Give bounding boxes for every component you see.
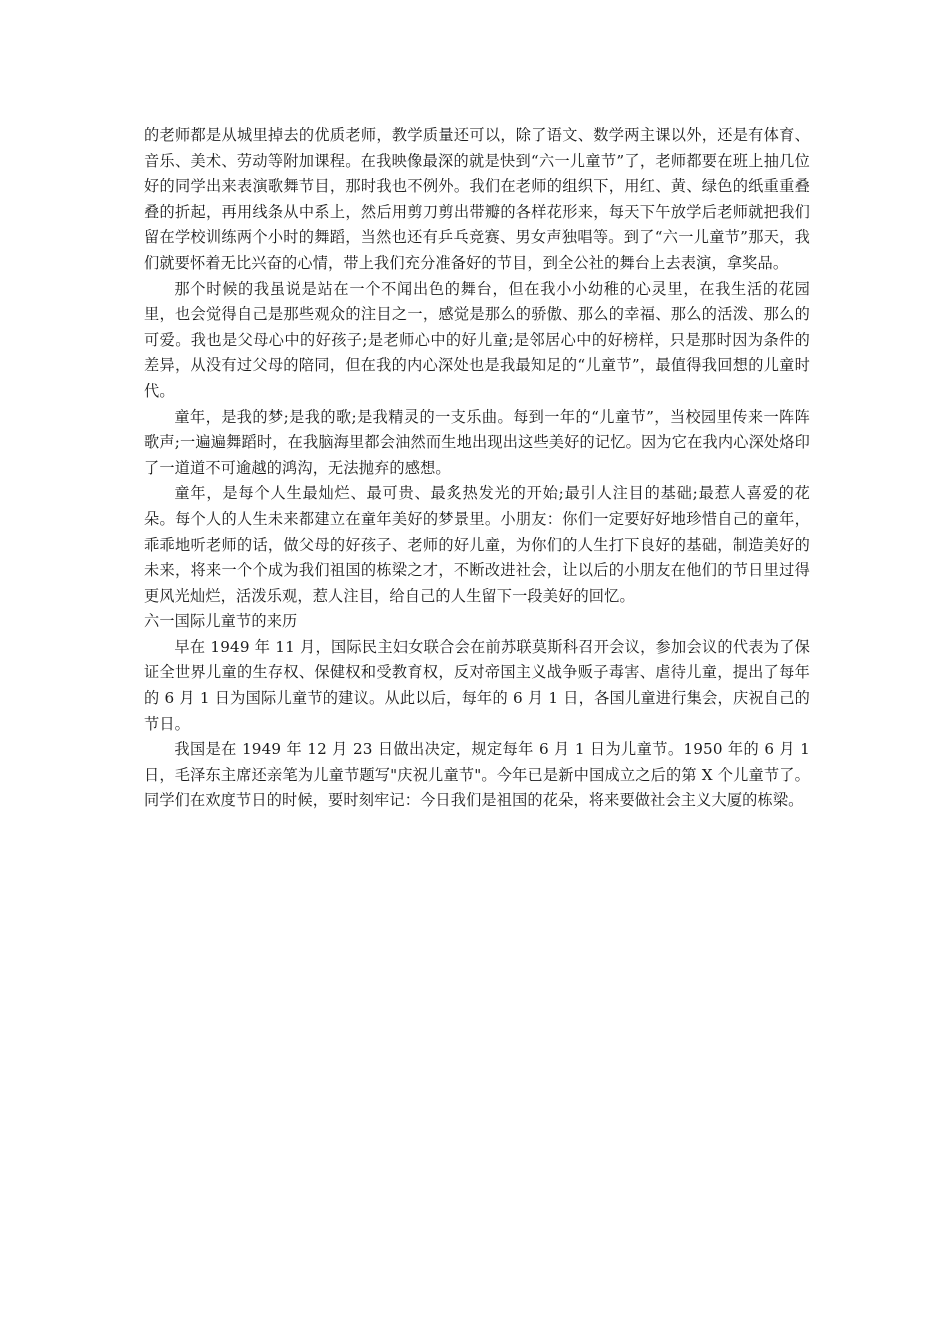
paragraph-1: 的老师都是从城里掉去的优质老师，教学质量还可以，除了语文、数学两主课以外，还是有体育、音乐、美术、劳动等附加课程。在我映像最深的就是快到“六一儿童节”了，老师都要在班上抽几位好的同学出来表演歌舞节目，那时我也不例外。我们在老师的组织下，用红、黄、绿色的纸重重叠叠的折起，再用线条从中系上，然后用剪刀剪出带瓣的各样花形来，每天下午放学后老师就把我们留在学校训练两个小时的舞蹈，当然也还有乒乓竞赛、男女声独唱等。到了“六一儿童节”那天，我们就要怀着无比兴奋的心情，带上我们充分准备好的节目，到全公社的舞台上去表演，拿奖品。: [144, 126, 810, 272]
section-heading: 六一国际儿童节的来历: [144, 612, 298, 631]
paragraph-6: 我国是在 1949 年 12 月 23 日做出决定，规定每年 6 月 1 日为儿童节。1950 年的 6 月 1 日，毛泽东主席还亲笔为儿童节题写"庆祝儿童节"。今年已是新中国成立之后的第 X 个儿童节了。同学们在欢度节日的时候，要时刻牢记：今日我们是祖国的花朵，将来要做社会主义大厦的栋梁。: [144, 740, 810, 810]
paragraph-5: 早在 1949 年 11 月，国际民主妇女联合会在前苏联莫斯科召开会议，参加会议的代表为了保证全世界儿童的生存权、保健权和受教育权，反对帝国主义战争贩子毒害、虐待儿童，提出了每年的 6 月 1 日为国际儿童节的建议。从此以后，每年的 6 月 1 日，各国儿童进行集会，庆祝自己的节日。: [144, 637, 810, 733]
paragraph-4: 童年，是每个人生最灿烂、最可贵、最炙热发光的开始;最引人注目的基础;最惹人喜爱的花朵。每个人的人生未来都建立在童年美好的梦景里。小朋友：你们一定要好好地珍惜自己的童年，乖乖地听老师的话，做父母的好孩子、老师的好儿童，为你们的人生打下良好的基础，制造美好的未来，将来一个个成为我们祖国的栋梁之才，不断改进社会，让以后的小朋友在他们的节日里过得更风光灿烂，活泼乐观，惹人注目，给自己的人生留下一段美好的回忆。: [144, 484, 810, 605]
document-body: [144, 123, 810, 814]
paragraph-2: 那个时候的我虽说是站在一个不闻出色的舞台，但在我小小幼稚的心灵里，在我生活的花园里，也会觉得自己是那些观众的注目之一，感觉是那么的骄傲、那么的幸福、那么的活泼、那么的可爱。我也是父母心中的好孩子;是老师心中的好儿童;是邻居心中的好榜样，只是那时因为条件的差异，从没有过父母的陪同，但在我的内心深处也是我最知足的“儿童节”，最值得我回想的儿童时代。: [144, 279, 810, 400]
paragraph-3: 童年，是我的梦;是我的歌;是我精灵的一支乐曲。每到一年的“儿童节”，当校园里传来一阵阵歌声;一遍遍舞蹈时，在我脑海里都会油然而生地出现出这些美好的记忆。因为它在我内心深处烙印了一道道不可逾越的鸿沟，无法抛弃的感想。: [144, 407, 810, 477]
